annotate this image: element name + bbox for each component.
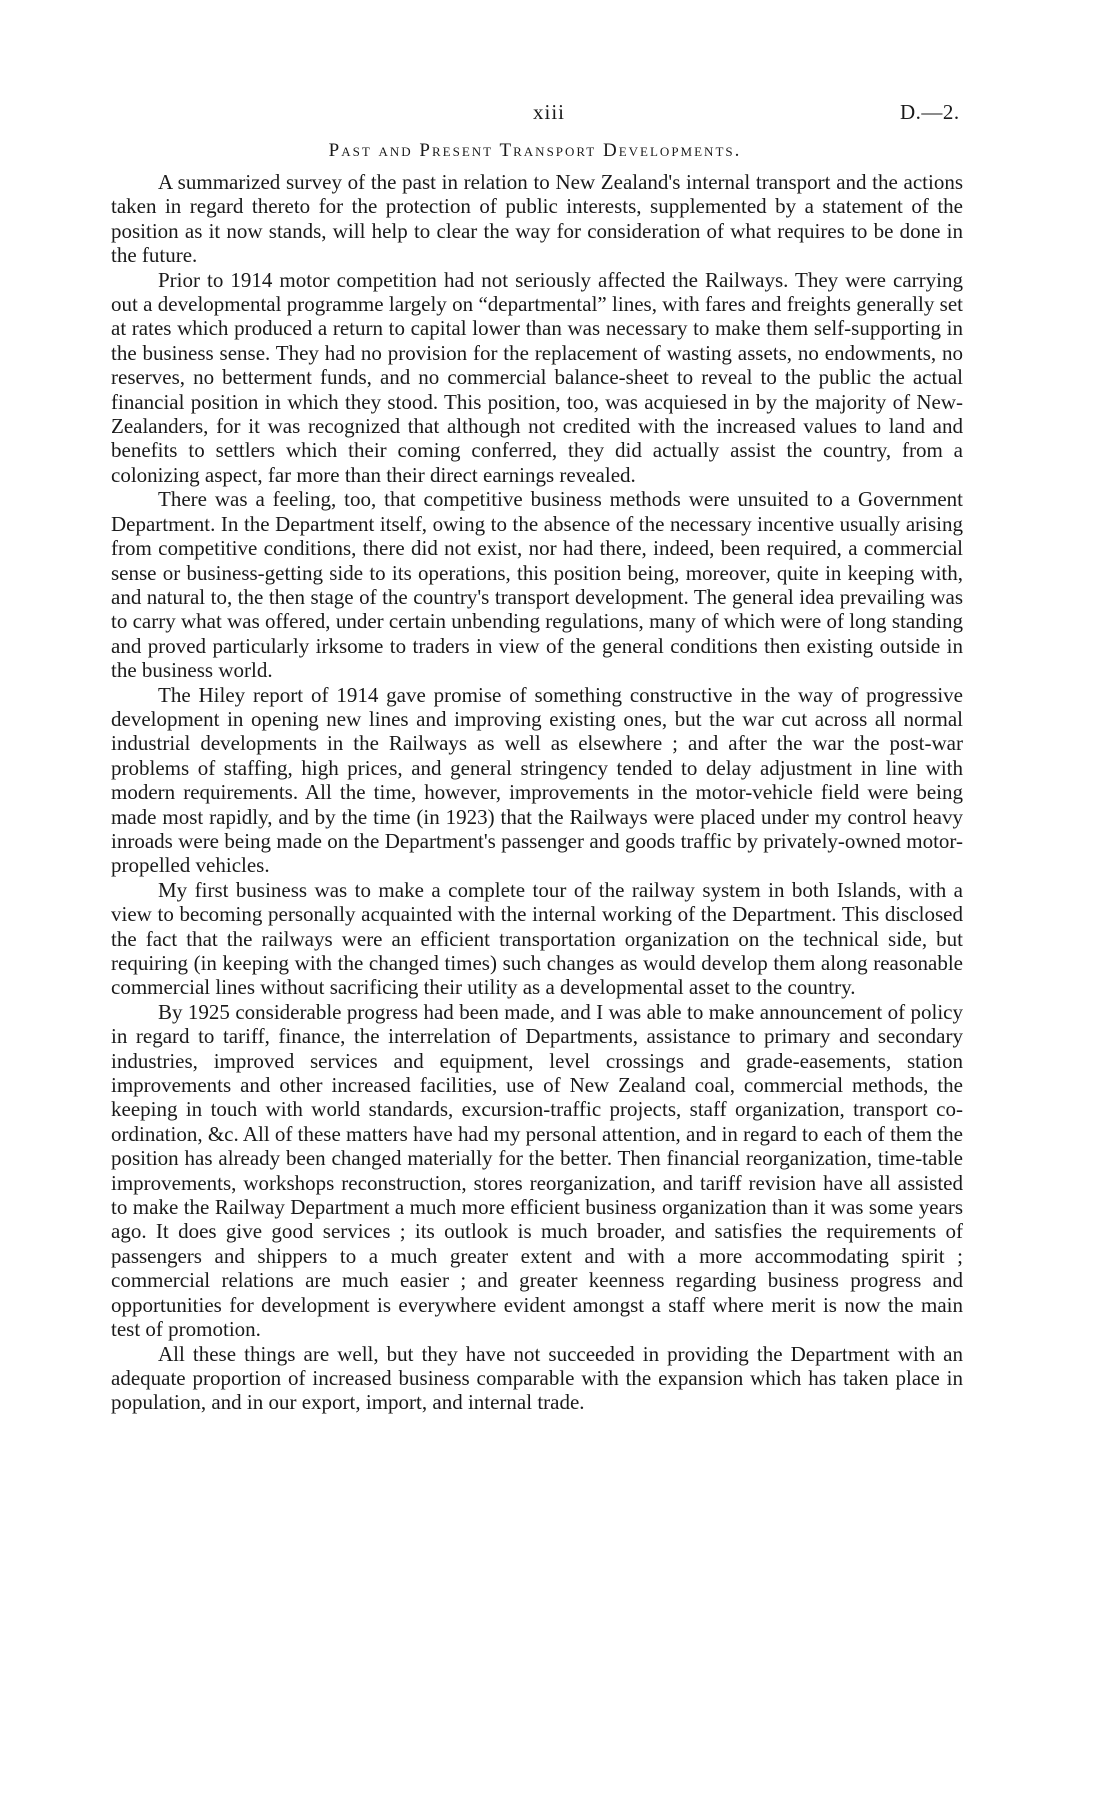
body-text (111, 170, 963, 1415)
paragraph: The Hiley report of 1914 gave promise of something constructive in the way of progressive development in opening new lines and improving existing ones, but the war cut across all normal industrial developments in the Railways as well as elsewhere ; and after the war the post-war problems of staffing, high prices, and general stringency tended to delay adjustment in line with modern requirements. All the time, however, improvements in the motor-vehicle field were being made most rapidly, and by the time (in 1923) that the Railways were placed under my control heavy inroads were being made on the Department's passenger and goods traffic by privately-owned motor-propelled vehicles. (111, 682, 963, 878)
paragraph: My first business was to make a complete tour of the railway system in both Islands, with a view to becoming personally acquainted with the internal working of the Department. This disclosed the fact that the railways were an efficient transportation organization on the technical side, but requiring (in keeping with the changed times) such changes as would develop them along reasonable commercial lines without sacrificing their utility as a developmental asset to the country. (111, 877, 963, 1000)
document-reference: D.—2. (900, 100, 960, 124)
paragraph: All these things are well, but they have not succeeded in providing the Department with an adequate proportion of increased business comparable with the expansion which has taken place in population, and in our export, import, and internal trade. (111, 1341, 963, 1415)
page-number: xiii (532, 100, 565, 124)
paragraph: By 1925 considerable progress had been made, and I was able to make announcement of policy in regard to tariff, finance, the interrelation of Departments, assistance to primary and secondary industries, improved services and equipment, level crossings and grade-easements, station improvements and other increased facilities, use of New Zealand coal, commercial methods, the keeping in touch with world standards, excursion-traffic projects, staff organization, transport co-ordination, &c. All of these matters have had my personal attention, and in regard to each of them the position has already been changed materially for the better. Then financial reorganization, time-table improvements, workshops reconstruction, stores reorganization, and tariff revision have all assisted to make the Railway Department a much more efficient business organization than it was some years ago. It does give good services ; its outlook is much broader, and satisfies the requirements of passengers and shippers to a much greater extent and with a more accommodating spirit ; commercial relations are much easier ; and greater keenness regarding business progress and opportunities for development is everywhere evident amongst a staff where merit is now the main test of promotion. (111, 999, 963, 1342)
section-title: Past and Present Transport Developments. (328, 140, 742, 161)
paragraph: Prior to 1914 motor competition had not seriously affected the Railways. They were carrying out a developmental programme largely on “departmental” lines, with fares and freights generally set at rates which produced a return to capital lower than was necessary to make them self-supporting in the business sense. They had no provision for the replacement of wasting assets, no endowments, no reserves, no betterment funds, and no commercial balance-sheet to reveal to the public the actual financial position in which they stood. This position, too, was acquiesed in by the majority of New-Zealanders, for it was recognized that although not credited with the increased values to land and benefits to settlers which their coming conferred, they did actually assist the country, from a colonizing aspect, far more than their direct earnings revealed. (111, 267, 963, 487)
paragraph: A summarized survey of the past in relation to New Zealand's internal transport and the actions taken in regard thereto for the protection of public interests, supplemented by a statement of the position as it now stands, will help to clear the way for consideration of what requires to be done in the future. (111, 170, 963, 268)
paragraph: There was a feeling, too, that competitive business methods were unsuited to a Government Department. In the Department itself, owing to the absence of the necessary incentive usually arising from competitive conditions, there did not exist, nor had there, indeed, been required, a commercial sense or business-getting side to its operations, this position being, moreover, quite in keeping with, and natural to, the then stage of the country's transport development. The general idea prevailing was to carry what was offered, under certain unbending regulations, many of which were of long standing and proved particularly irksome to traders in view of the general conditions then existing outside in the business world. (111, 487, 963, 683)
